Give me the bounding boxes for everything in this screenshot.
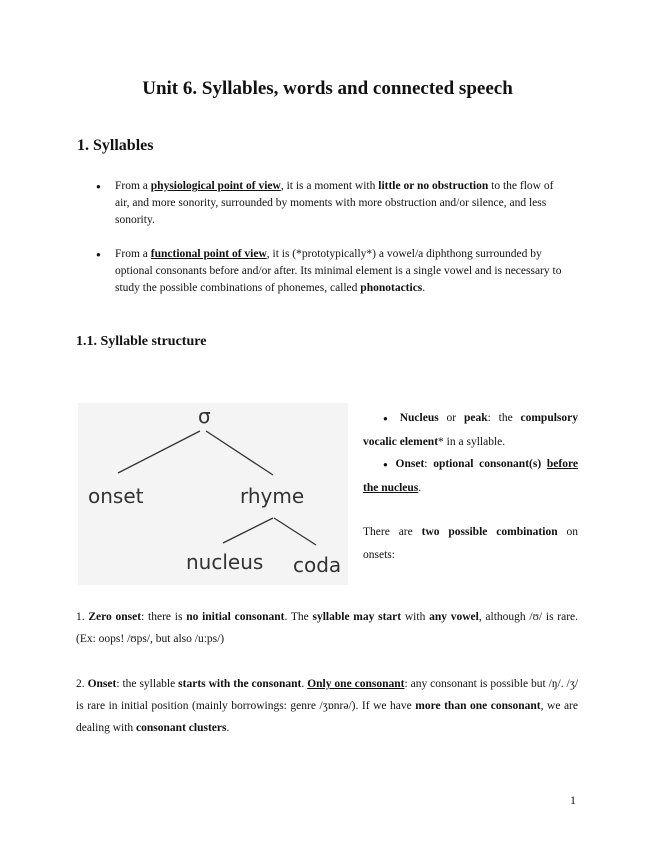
text: , it is (*prototypically*) a vowel/a diphthong surrounded by optional consonants before and/or after. Its minimal element is a single vowel and is necessary to study the possible combinations of phonemes, called [115, 248, 562, 294]
syllable-components-text [363, 407, 578, 566]
text: . [418, 481, 422, 494]
bold-term: Nucleus [399, 412, 439, 424]
tree-node-nucleus: nucleus [186, 550, 264, 574]
text: From a [115, 248, 151, 260]
section-heading-syllables: 1. Syllables [77, 137, 154, 154]
bold-term: compulsory vocalic element [363, 412, 578, 448]
text: to the flow of air, and more sonority, surrounded by moments with more obstruction and/or silence, and less sonority. [115, 180, 554, 226]
text: : the syllable [116, 678, 179, 690]
underlined-term: physiological point of view [150, 180, 281, 192]
list-item [93, 246, 568, 297]
list-item [93, 178, 568, 229]
text: . [422, 282, 426, 294]
text: : there is [141, 611, 187, 623]
nucleus-definition [363, 407, 578, 453]
text: . [226, 722, 230, 734]
bold-term: starts with the consonant [178, 678, 302, 690]
bold-term: Zero onset [88, 611, 142, 623]
underlined-term: before the nucleus [363, 458, 578, 494]
text: , although /ʊ/ is rare. (Ex: oops! /ʊps/, but also /uːps/) [76, 611, 579, 645]
tree-node-rhyme: rhyme [240, 484, 305, 508]
bold-term: peak [463, 412, 488, 424]
text: * in a syllable. [438, 435, 506, 448]
text: : [424, 458, 434, 470]
bold-term: little or no obstruction [378, 180, 489, 192]
tree-node-onset: onset [88, 484, 144, 508]
onset-definition [363, 453, 578, 499]
bold-term: two possible combination [421, 526, 558, 538]
underlined-term: functional point of view [150, 248, 267, 260]
text: From a [115, 180, 151, 192]
text: : the [487, 412, 521, 424]
onset-paragraph [76, 673, 578, 739]
section-heading-syllable-structure: 1.1. Syllable structure [76, 334, 207, 349]
bold-term: syllable may start [312, 611, 402, 623]
tree-root-sigma: σ [198, 404, 211, 428]
underlined-term: Only one consonant [307, 678, 405, 690]
text: There are [363, 526, 422, 538]
tree-node-coda: coda [293, 553, 342, 577]
bold-term: phonotactics [360, 282, 423, 294]
text: , we are dealing with [76, 700, 578, 734]
bold-term: Onset [395, 458, 425, 470]
bold-term: consonant clusters [136, 722, 227, 734]
text: , it is a moment with [280, 180, 379, 192]
text: : any consonant is possible but /ŋ/. /ʒ/ is rare in initial position (mainly borrowings: genre /ʒɒnrə/). If we have [76, 678, 579, 712]
bold-term: any vowel [429, 611, 479, 623]
text: on onsets: [363, 526, 578, 561]
syllable-tree-diagram [78, 403, 348, 585]
bold-term: more than one consonant [415, 700, 541, 712]
zero-onset-paragraph [76, 606, 578, 650]
text: or [438, 412, 464, 424]
onset-combinations-intro [363, 521, 578, 566]
syllable-definitions-list [93, 178, 568, 314]
text: 2. [76, 678, 88, 690]
bold-term: Onset [87, 678, 117, 690]
bold-term: no initial consonant [186, 611, 285, 623]
text: . The [284, 611, 313, 623]
text: with [401, 611, 430, 623]
text: . [301, 678, 308, 690]
page-number: 1 [570, 793, 576, 807]
page-title: Unit 6. Syllables, words and connected speech [142, 78, 513, 99]
bold-term: optional consonant(s) [433, 458, 542, 470]
text: 1. [76, 611, 89, 623]
